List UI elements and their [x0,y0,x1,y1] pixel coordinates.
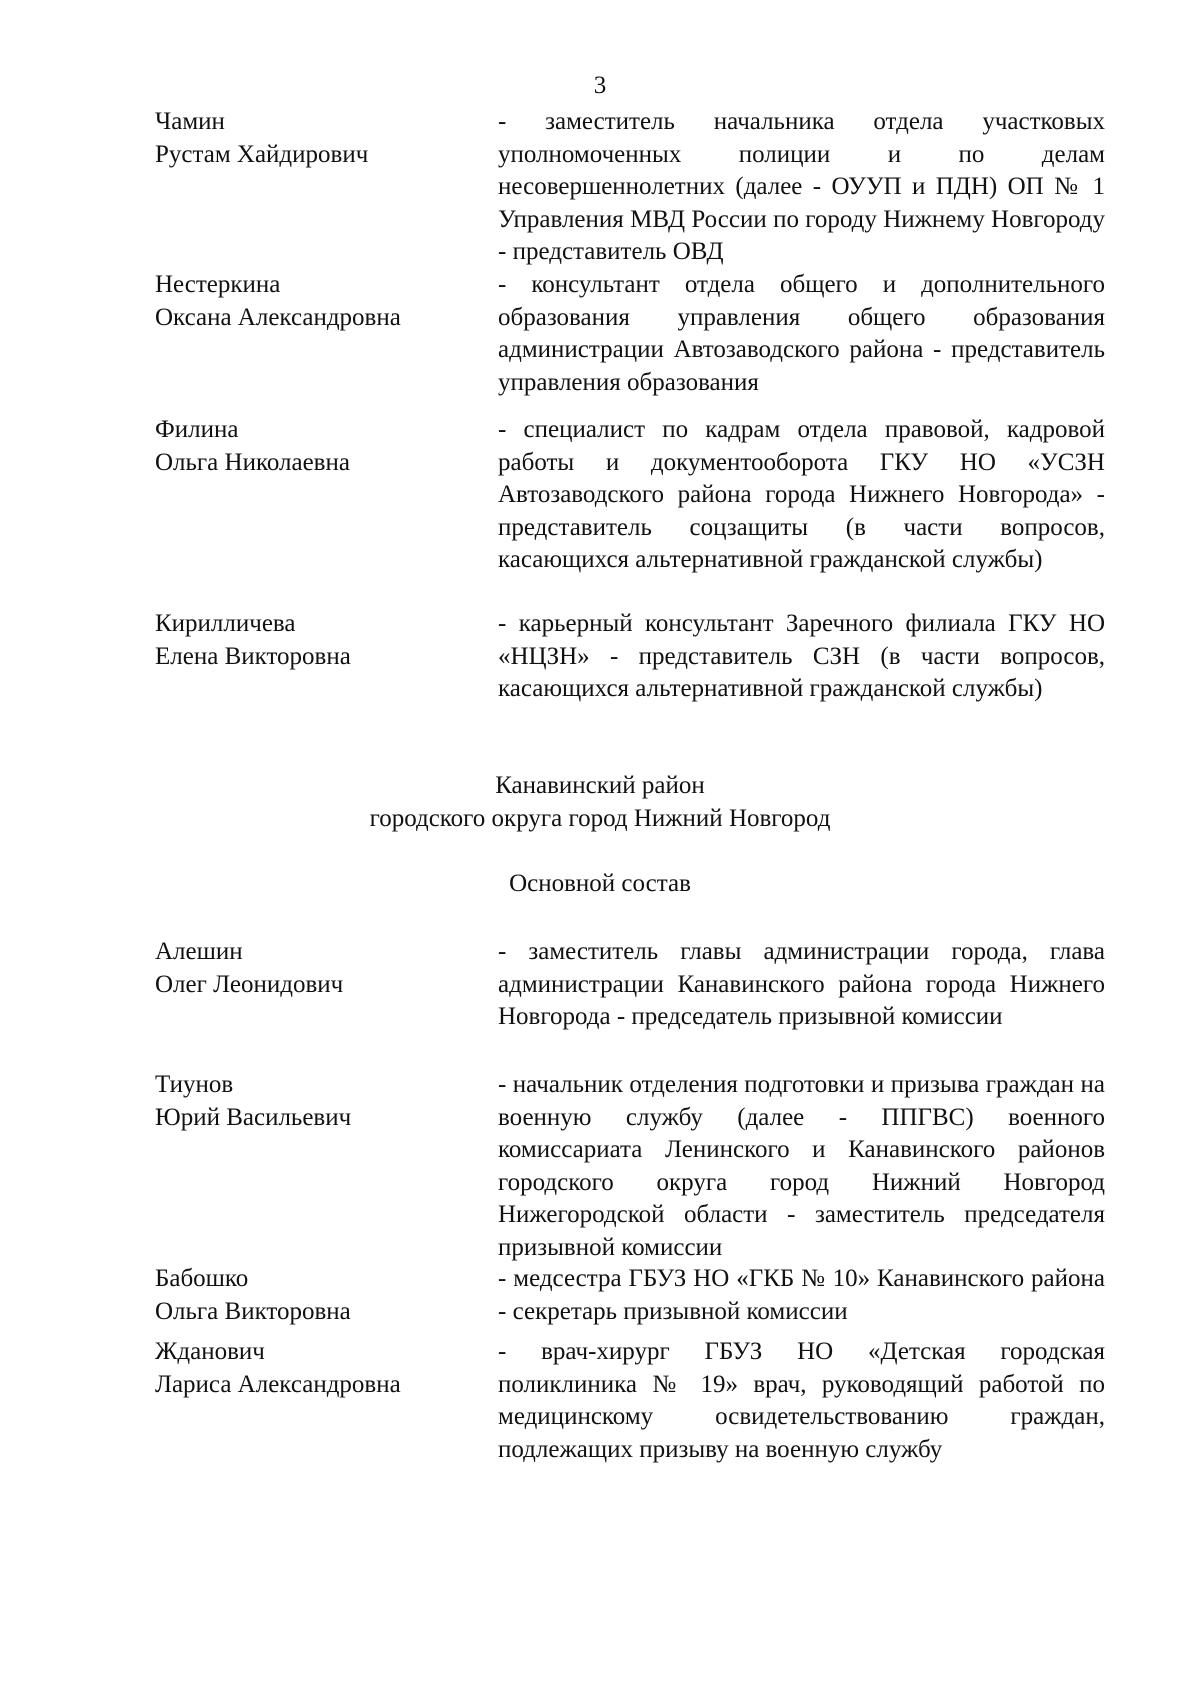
member-name [155,608,485,673]
member-name [155,414,485,479]
member-name [155,106,485,171]
member-role: - консультант отдела общего и дополнительного образования управления общего образования администрации Автозаводского района - представитель управления образования [498,271,1105,396]
member-surname: Тиунов [155,1071,234,1098]
member-given-names: Оксана Александровна [155,303,401,331]
member-surname: Кирилличева [155,610,296,637]
member-given-names: Ольга Николаевна [155,448,350,476]
district-subtitle: городского округа город Нижний Новгород [369,804,831,832]
member-surname: Алешин [155,938,243,965]
member-given-names: Юрий Васильевич [155,1103,352,1131]
member-role: - начальник отделения подготовки и призыва граждан на военную службу (далее - ППГВС) военного комиссариата Ленинского и Канавинского районов городского округа город Нижний Новгород Нижегородской области - заместитель председателя призывной комиссии [498,1071,1105,1261]
member-given-names: Лариса Александровна [155,1370,401,1398]
member-role: - медсестра ГБУЗ НО «ГКБ № 10» Канавинского района - секретарь призывной комиссии [498,1265,1105,1325]
member-surname: Чамин [155,108,225,135]
member-surname: Нестеркина [155,271,281,298]
member-surname: Жданович [155,1338,265,1365]
member-name [155,269,485,334]
member-name [155,1263,485,1328]
member-surname: Бабошко [155,1265,249,1292]
member-name [155,936,485,1001]
member-role: - заместитель начальника отдела участковых уполномоченных полиции и по делам несовершеннолетних (далее - ОУУП и ПДН) ОП № 1 Управления МВД России по городу Нижнему Новгороду - представитель ОВД [498,108,1105,265]
member-role: - врач-хирург ГБУЗ НО «Детская городская поликлиника № 19» врач, руководящий работой по медицинскому освидетельствованию граждан, подлежащих призыву на военную службу [498,1338,1105,1463]
composition-heading [0,868,1200,901]
member-name [155,1336,485,1401]
member-given-names: Рустам Хайдирович [155,140,369,168]
member-role: - заместитель главы администрации города, глава администрации Канавинского района города Нижнего Новгорода - председатель призывной комиссии [498,938,1105,1030]
composition-title: Основной состав [509,870,691,897]
member-given-names: Ольга Викторовна [155,1297,351,1325]
member-name [155,1069,485,1134]
member-given-names: Олег Леонидович [155,970,344,998]
district-name: Канавинский район [495,772,705,799]
page-number: 3 [593,72,607,99]
member-role: - специалист по кадрам отдела правовой, кадровой работы и документооборота ГКУ НО «УСЗН Автозаводского района города Нижнего Новгорода» - представитель соцзащиты (в части вопросов, касающихся альтернативной гражданской службы) [498,416,1105,573]
district-heading [0,770,1200,835]
member-role: - карьерный консультант Заречного филиала ГКУ НО «НЦЗН» - представитель СЗН (в части вопросов, касающихся альтернативной гражданской службы) [498,610,1105,702]
member-surname: Филина [155,416,239,443]
member-given-names: Елена Викторовна [155,642,351,670]
